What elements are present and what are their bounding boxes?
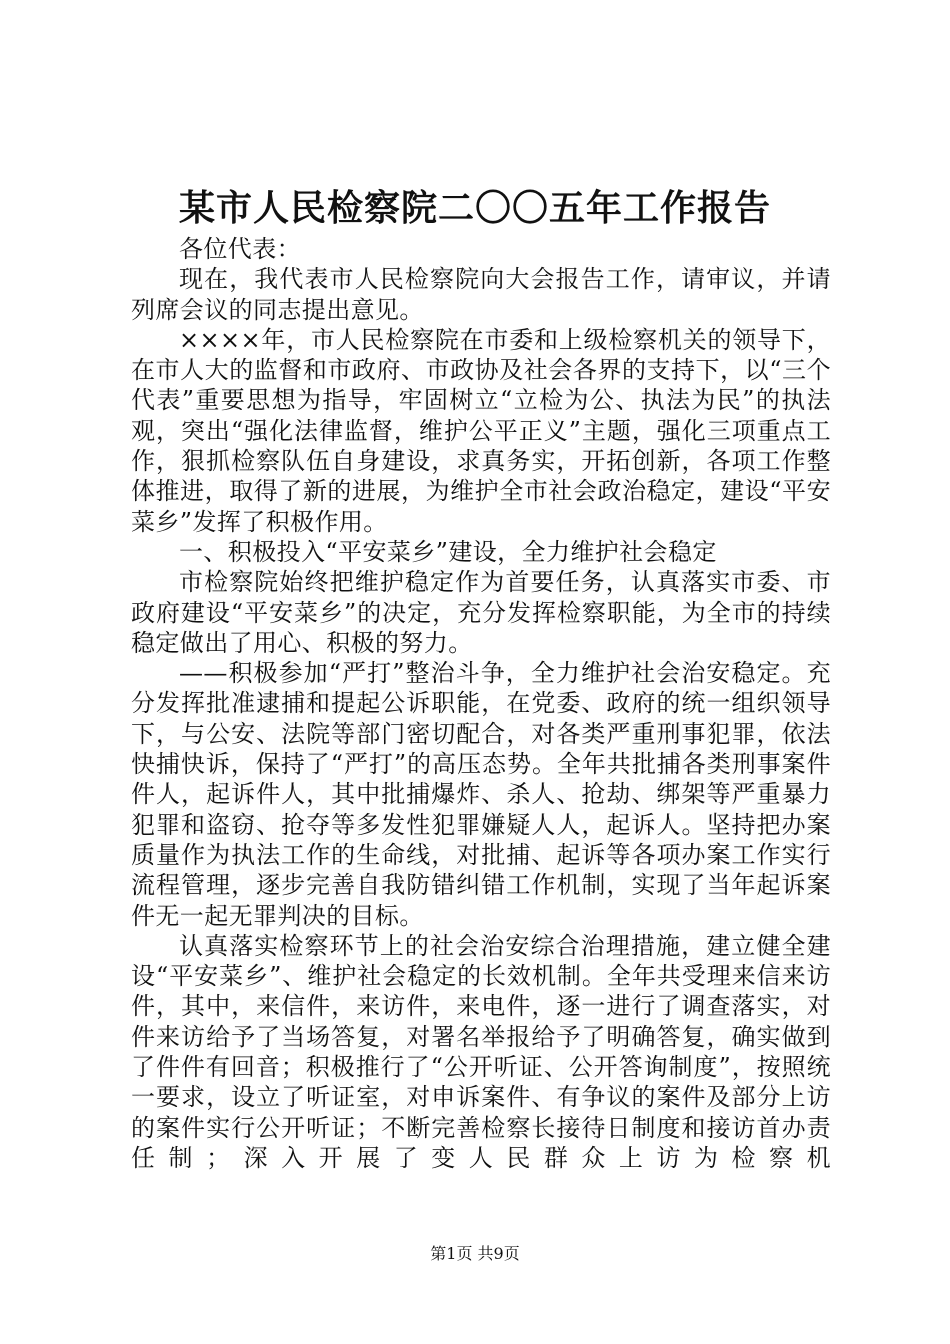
- document-body: [131, 234, 831, 1173]
- page-footer: 第1页 共9页: [430, 1244, 520, 1263]
- paragraph-overview: ××××年，市人民检察院在市委和上级检察机关的领导下，在市人大的监督和市政府、市政协及社会各界的支持下，以“三个代表”重要思想为指导，牢固树立“立检为公、执法为民”的执法观，突出“强化法律监督，维护公平正义”主题，强化三项重点工作，狠抓检察队伍自身建设，求真务实，开拓创新，各项工作整体推进，取得了新的进展，为维护全市社会政治稳定，建设“平安菜乡”发挥了积极作用。: [131, 325, 831, 536]
- salutation: 各位代表：: [179, 235, 301, 263]
- paragraph-stability: 市检察院始终把维护稳定作为首要任务，认真落实市委、市政府建设“平安菜乡”的决定，充分发挥检察职能，为全市的持续稳定做出了用心、积极的努力。: [131, 568, 831, 657]
- paragraph-strike-hard: ——积极参加“严打”整治斗争，全力维护社会治安稳定。充分发挥批准逮捕和提起公诉职能，在党委、政府的统一组织领导下，与公安、法院等部门密切配合，对各类严重刑事犯罪，依法快捕快诉，保持了“严打”的高压态势。全年共批捕各类刑事案件件人，起诉件人，其中批捕爆炸、杀人、抢劫、绑架等严重暴力犯罪和盗窃、抢夺等多发性犯罪嫌疑人人，起诉人。坚持把办案质量作为执法工作的生命线，对批捕、起诉等各项办案工作实行流程管理，逐步完善自我防错纠错工作机制，实现了当年起诉案件无一起无罪判决的目标。: [131, 659, 831, 930]
- paragraph-comprehensive-governance: 认真落实检察环节上的社会治安综合治理措施，建立健全建设“平安菜乡”、维护社会稳定的长效机制。全年共受理来信来访件，其中，来信件，来访件，来电件，逐一进行了调查落实，对件来访给予了当场答复，对署名举报给予了明确答复，确实做到了件件有回音；积极推行了“公开听证、公开答询制度”，按照统一要求，设立了听证室，对申诉案件、有争议的案件及部分上访的案件实行公开听证；不断完善检察长接待日制度和接访首办责任制；深入开展了变人民群众上访为检察机: [131, 931, 831, 1172]
- page-title: 某市人民检察院二〇〇五年工作报告: [178, 187, 771, 229]
- section-heading-1: 一、积极投入“平安菜乡”建设，全力维护社会稳定: [179, 537, 717, 566]
- paragraph-intro: 现在，我代表市人民检察院向大会报告工作，请审议，并请列席会议的同志提出意见。: [131, 265, 831, 324]
